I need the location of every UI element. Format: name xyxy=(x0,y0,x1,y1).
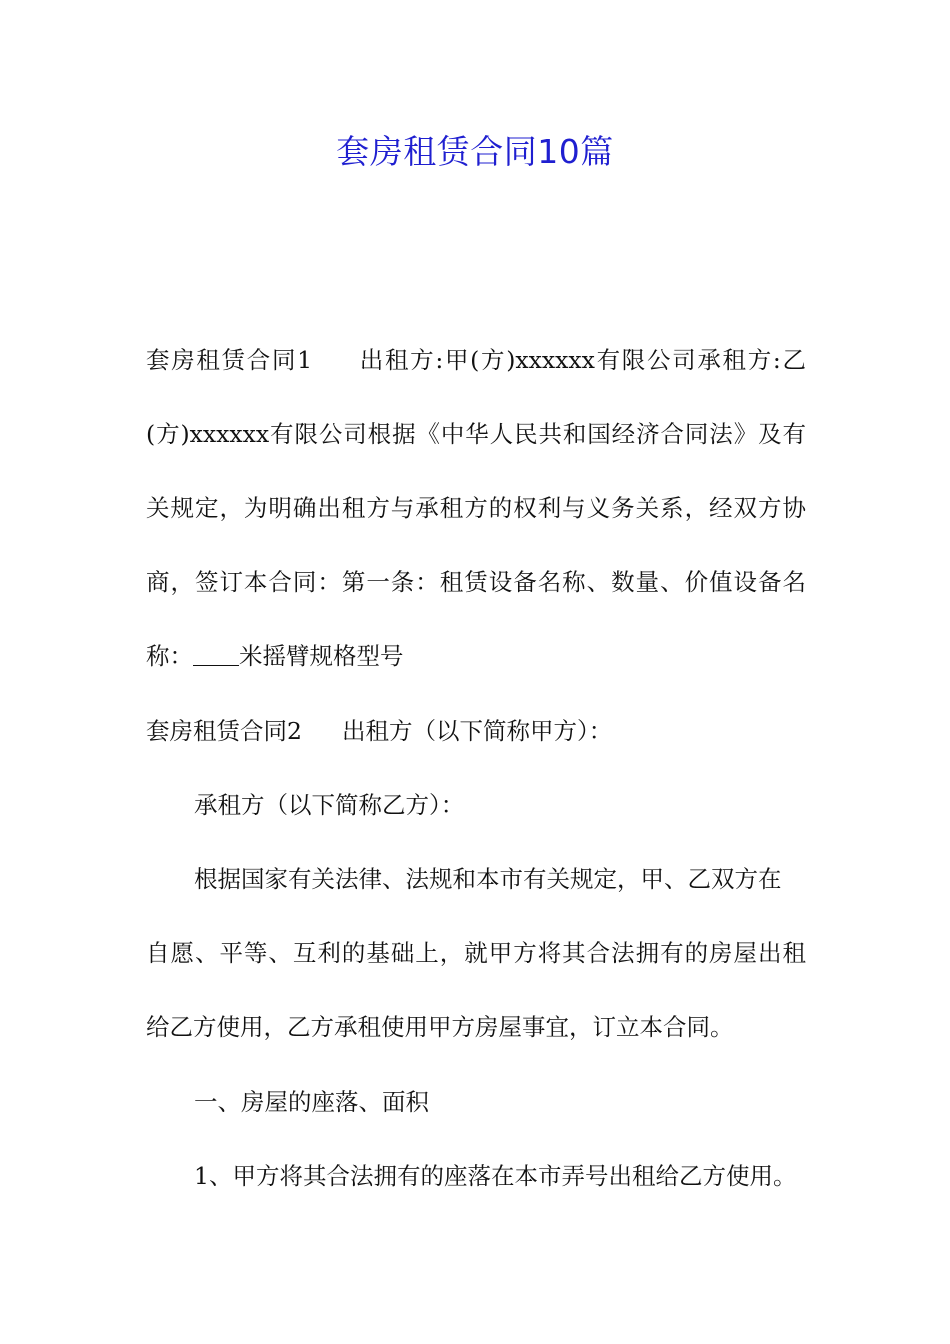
contract1-line-5 xyxy=(146,638,806,674)
contract2-lessor: 出租方（以下简称甲方）： xyxy=(341,717,613,745)
contract1-line-1 xyxy=(146,342,806,378)
document-title: 套房租赁合同10篇 xyxy=(336,132,614,171)
contract1-text: 出租方:甲(方)xxxxxx有限公司承租方:乙 xyxy=(358,346,806,374)
contract2-item-1: 1、甲方将其合法拥有的座落在本市弄号出租给乙方使用。 xyxy=(194,1162,797,1190)
contract2-heading-line xyxy=(146,713,806,749)
contract2-section-1: 一、房屋的座落、面积 xyxy=(194,1088,429,1116)
contract2-heading: 套房租赁合同2 xyxy=(146,717,302,745)
contract1-line-3: 关规定，为明确出租方与承租方的权利与义务关系，经双方协 xyxy=(146,494,806,522)
contract2-lessee: 承租方（以下简称乙方）： xyxy=(194,791,465,819)
contract1-line5-suffix: 米摇臂规格型号 xyxy=(239,642,404,670)
contract2-para1-line-3: 给乙方使用，乙方承租使用甲方房屋事宜，订立本合同。 xyxy=(146,1013,734,1041)
contract2-para1-line-2: 自愿、平等、互利的基础上，就甲方将其合法拥有的房屋出租 xyxy=(146,939,806,967)
fill-in-blank xyxy=(193,647,239,666)
contract1-line5-prefix: 称： xyxy=(146,642,193,670)
contract1-heading: 套房租赁合同1 xyxy=(146,346,313,374)
contract2-para1-line-1: 根据国家有关法律、法规和本市有关规定，甲、乙双方在 xyxy=(194,865,782,893)
contract1-line-4: 商，签订本合同：第一条：租赁设备名称、数量、价值设备名 xyxy=(146,568,806,596)
contract1-line-2: (方)xxxxxx有限公司根据《中华人民共和国经济合同法》及有 xyxy=(146,420,806,448)
